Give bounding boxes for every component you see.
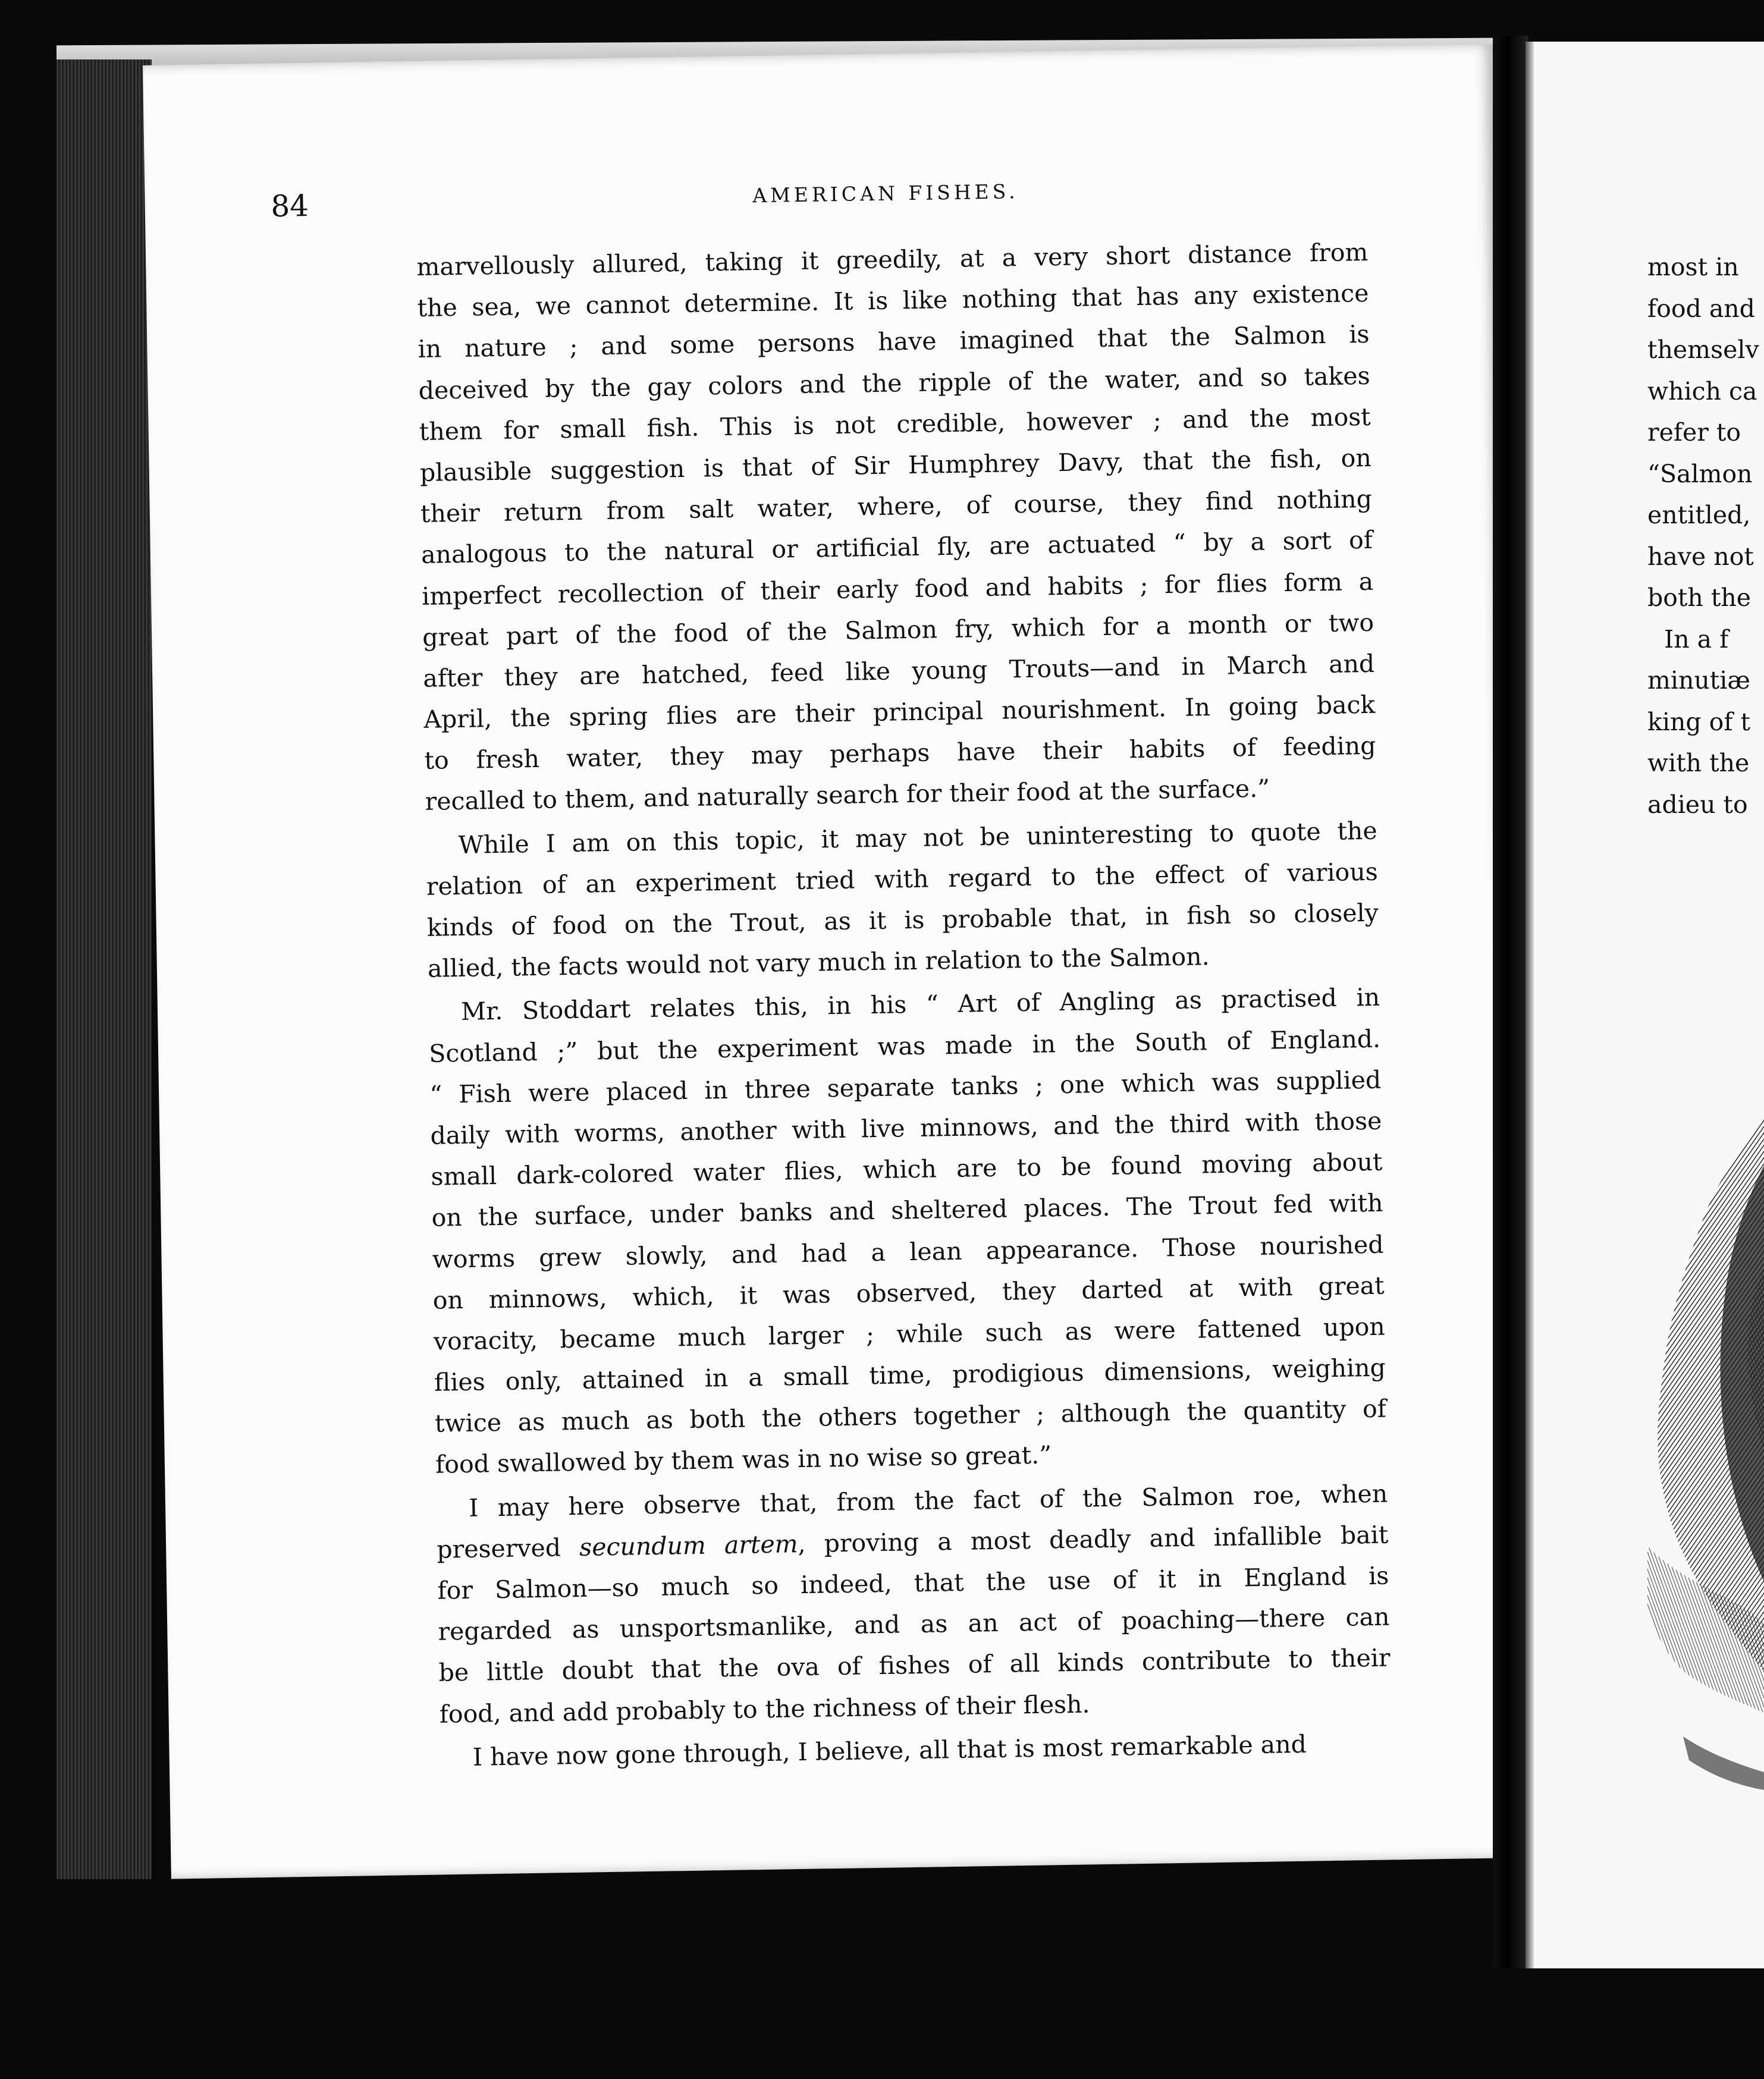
text-line: recalled to them, and naturally search for their food at the surface.”: [425, 774, 1270, 816]
right-text-line: minutiæ: [1647, 666, 1750, 695]
right-text-line: In a f: [1664, 624, 1729, 654]
text-line: analogous to the natural or artificial fly, are actuated “ by a sort of: [420, 526, 1373, 570]
italic-phrase: secundum artem: [579, 1530, 798, 1562]
text-line: to fresh water, they may perhaps have their habits of feeding: [424, 731, 1376, 775]
text-line: plausible suggestion is that of Sir Humphrey Davy, that the fish, on: [419, 443, 1372, 487]
right-text-line: most in: [1647, 253, 1739, 281]
text-line: While I am on this topic, it may not be uninteresting to quote the: [458, 816, 1377, 859]
text-line: food swallowed by them was in no wise so great.”: [435, 1440, 1052, 1480]
text-line: relation of an experiment tried with regard to the effect of various: [426, 857, 1379, 901]
right-text-line: both the: [1647, 583, 1751, 612]
text-line: worms grew slowly, and had a lean appearance. Those nourished: [432, 1230, 1384, 1274]
text-line: flies only, attained in a small time, prodigious dimensions, weighing: [434, 1353, 1386, 1397]
text-line: small dark-colored water flies, which are to be found moving about: [431, 1147, 1383, 1191]
text-line: twice as much as both the others together ; although the quantity of: [434, 1394, 1387, 1439]
text-line: preserved secundum artem, proving a most deadly and infallible bait: [437, 1520, 1389, 1564]
text-line: marvellously allured, taking it greedily, at a very short distance from: [416, 237, 1368, 281]
text-line: in nature ; and some persons have imagined that the Salmon is: [418, 320, 1370, 364]
paragraph: [436, 1473, 1391, 1735]
text-line: on minnows, which, it was observed, they darted at with great: [432, 1271, 1385, 1315]
text-line: Mr. Stoddart relates this, in his “ Art of Angling as practised in: [460, 983, 1380, 1026]
book-gutter: [1493, 36, 1528, 1968]
text-line: allied, the facts would not vary much in relation to the Salmon.: [427, 942, 1210, 984]
left-page-body: [416, 232, 1392, 1779]
right-text-line: “Salmon: [1647, 459, 1753, 488]
text-line: Scotland ;” but the experiment was made in the South of England.: [428, 1024, 1381, 1068]
right-text-line: entitled,: [1647, 501, 1751, 529]
text-line: great part of the food of the Salmon fry, which for a month or two: [422, 608, 1374, 652]
right-text-line: food and: [1647, 294, 1755, 323]
text-line: after they are hatched, feed like young Trouts—and in March and: [423, 649, 1375, 693]
text-line: the sea, we cannot determine. It is like nothing that has any existence: [417, 279, 1369, 323]
text-line: for Salmon—so much so indeed, that the use of it in England is: [437, 1561, 1389, 1605]
page-number: 84: [271, 189, 309, 224]
text-line: on the surface, under banks and sheltered places. The Trout fed with: [431, 1188, 1383, 1233]
text-line: regarded as unsportsmanlike, and as an act of poaching—there can: [438, 1602, 1390, 1646]
text-line: voracity, became much larger ; while such as were fattened upon: [433, 1312, 1386, 1356]
text-line: I may here observe that, from the fact of the Salmon roe, when: [468, 1479, 1388, 1522]
text-line: be little doubt that the ova of fishes of all kinds contribute to their: [438, 1643, 1391, 1688]
text-line: imperfect recollection of their early food and habits ; for flies form a: [421, 567, 1374, 611]
fish-engraving-illustration: [1647, 1118, 1764, 1796]
text-line: kinds of food on the Trout, as it is probable that, in fish so closely: [426, 898, 1379, 942]
text-line: April, the spring flies are their principal nourishment. In going back: [423, 690, 1376, 734]
right-text-line: which ca: [1647, 376, 1757, 406]
text-line: daily with worms, another with live minnows, and the third with those: [430, 1106, 1382, 1150]
paragraph: [416, 232, 1377, 823]
text-line: I have now gone through, I believe, all that is most remarkable and: [472, 1729, 1307, 1772]
right-text-line: refer to: [1647, 418, 1741, 447]
text-line: food, and add probably to the richness of their flesh.: [439, 1689, 1090, 1729]
right-text-line: adieu to: [1647, 790, 1748, 819]
paragraph: [428, 977, 1388, 1486]
page-stack-edge: [57, 59, 152, 1879]
text-line: “ Fish were placed in three separate tanks ; one which was supplied: [429, 1065, 1382, 1109]
text-line: deceived by the gay colors and the ripple of the water, and so takes: [418, 361, 1370, 405]
text-line: them for small fish. This is not credible, however ; and the most: [419, 402, 1371, 446]
right-text-line: themselv: [1647, 335, 1759, 364]
right-page-edge: [1526, 42, 1534, 1968]
right-page-body: [1647, 247, 1764, 825]
right-text-line: king of t: [1647, 707, 1751, 736]
right-text-line: with the: [1647, 749, 1750, 777]
right-text-line: have not: [1647, 542, 1754, 571]
paragraph: [425, 810, 1379, 990]
running-head: AMERICAN FISHES.: [752, 180, 1019, 208]
text-line: their return from salt water, where, of course, they find nothing: [420, 484, 1373, 529]
